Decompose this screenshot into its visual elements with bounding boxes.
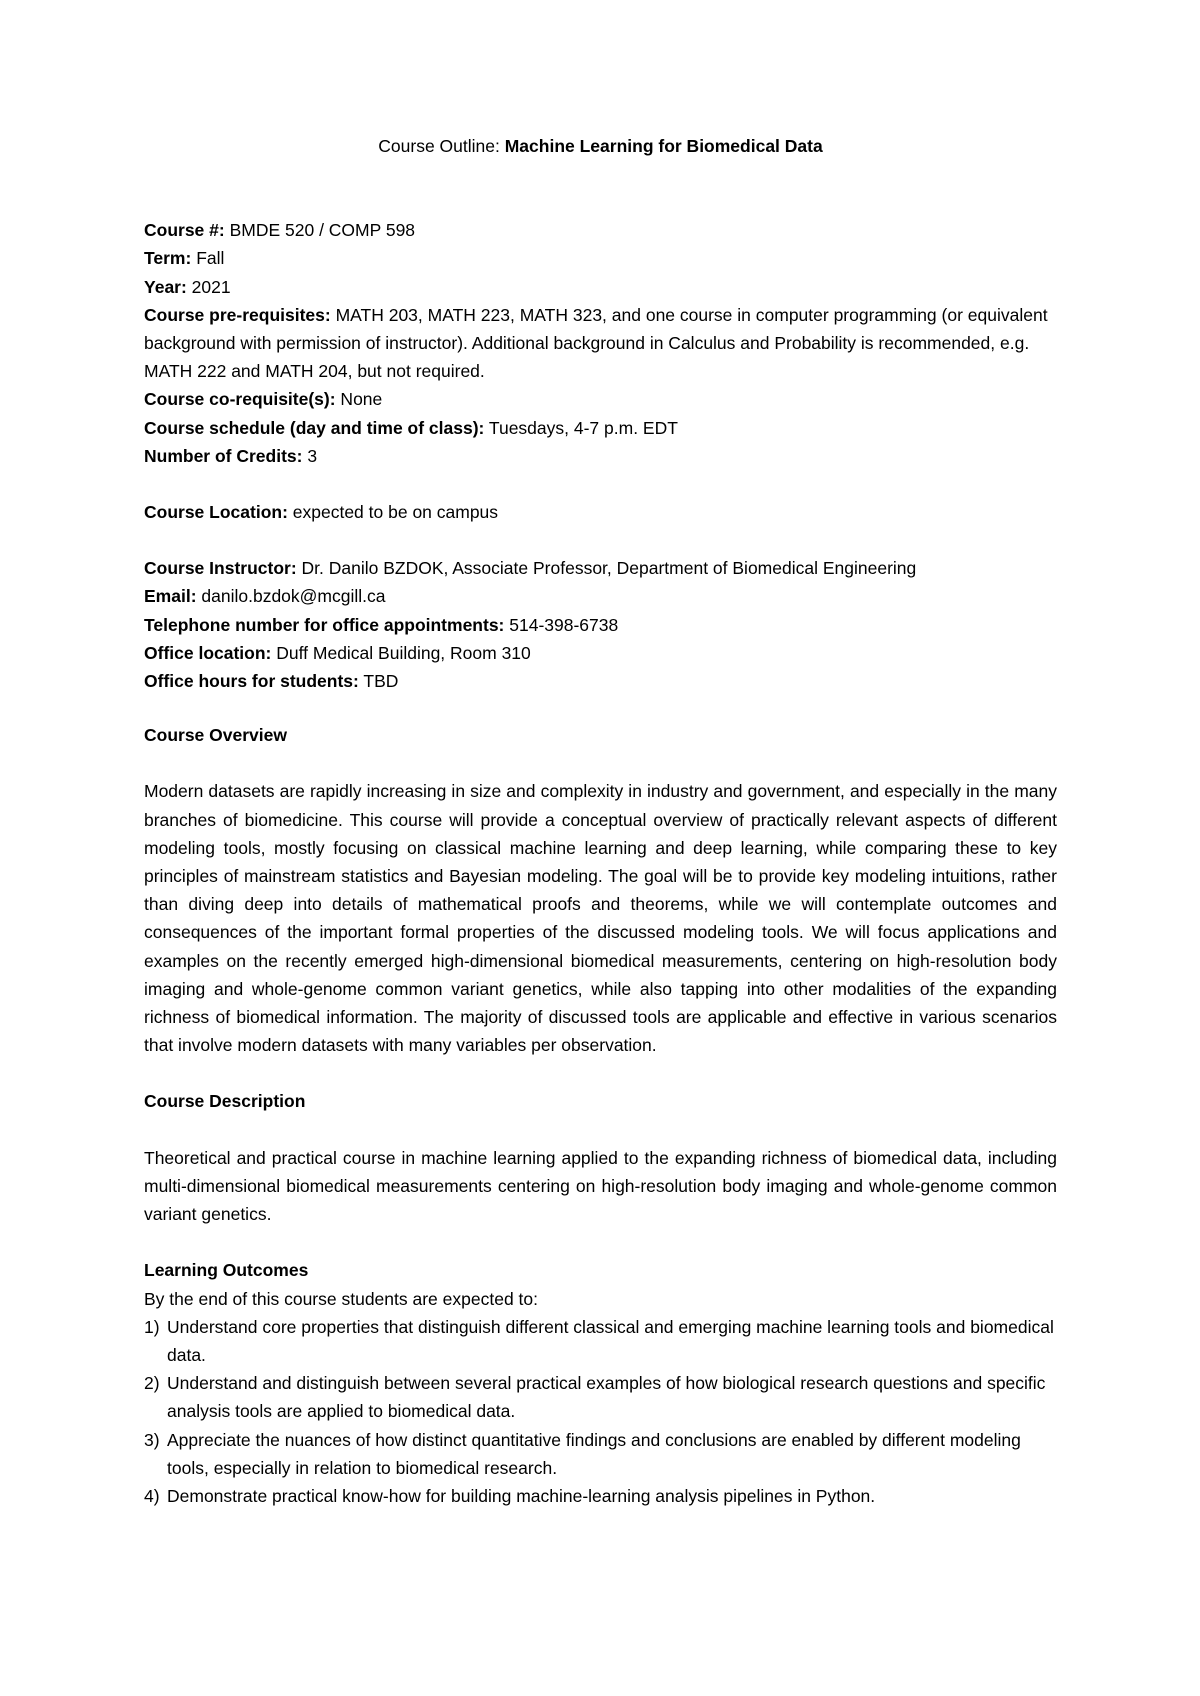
- field-label: Number of Credits:: [144, 445, 303, 466]
- list-item-number: 2): [144, 1373, 160, 1394]
- field-year: [144, 273, 1057, 301]
- title-course-name: Machine Learning for Biomedical Data: [504, 136, 823, 156]
- field-label: Term:: [144, 248, 192, 269]
- course-info-block: [144, 216, 1057, 470]
- field-label: Course #:: [144, 220, 225, 241]
- page-title: [144, 132, 1057, 160]
- field-term: [144, 244, 1057, 272]
- field-corequisites: [144, 385, 1057, 413]
- email-value: danilo.bzdok@mcgill.ca: [196, 586, 386, 607]
- field-telephone: [144, 611, 1057, 639]
- document-content: [144, 132, 1057, 1510]
- field-value: 2021: [186, 276, 231, 297]
- list-item: [144, 1369, 1057, 1425]
- outcomes-list: [144, 1313, 1057, 1510]
- field-schedule: [144, 414, 1057, 442]
- field-instructor: [144, 554, 1057, 582]
- description-paragraph: Theoretical and practical course in machine learning applied to the expanding richness of biomedical data, including multi-dimensional biomedical measurements centering on high-resolution body imaging and whole-genome common variant genetics.: [144, 1147, 1057, 1225]
- field-label: Office location:: [144, 642, 272, 663]
- field-label: Course schedule (day and time of class):: [144, 417, 485, 438]
- list-item-text: Understand core properties that distinguish different classical and emerging machine learning tools and biomedical data.: [167, 1316, 1054, 1365]
- field-value: Duff Medical Building, Room 310: [271, 642, 531, 663]
- field-label: Course Location:: [144, 502, 288, 523]
- field-value: None: [335, 389, 383, 410]
- list-item-text: Understand and distinguish between several practical examples of how biological research questions and specific analysis tools are applied to biomedical data.: [167, 1373, 1046, 1422]
- list-item-number: 3): [144, 1429, 160, 1450]
- list-item: [144, 1313, 1057, 1369]
- list-item-number: 1): [144, 1316, 160, 1337]
- overview-paragraph: Modern datasets are rapidly increasing in size and complexity in industry and government, and especially in the many branches of biomedicine. This course will provide a conceptual overview of practically relevant aspects of different modeling tools, mostly focusing on classical machine learning and deep learning, while comparing these to key principles of mainstream statistics and Bayesian modeling. The goal will be to provide key modeling intuitions, rather than diving deep into details of mathematical proofs and theorems, while we will contemplate outcomes and consequences of the important formal properties of the discussed modeling tools. We will focus applications and examples on the recently emerged high-dimensional biomedical measurements, centering on high-resolution body imaging and whole-genome common variant genetics, while also tapping into other modalities of the expanding richness of biomedical information. The majority of discussed tools are applicable and effective in various scenarios that involve modern datasets with many variables per observation.: [144, 781, 1057, 1056]
- overview-heading: Course Overview: [144, 725, 287, 746]
- field-label: Course co-requisite(s):: [144, 389, 336, 410]
- list-item-number: 4): [144, 1485, 160, 1506]
- list-item-text: Appreciate the nuances of how distinct quantitative findings and conclusions are enabled by different modeling tools, especially in relation to biomedical research.: [167, 1429, 1021, 1478]
- field-value: TBD: [358, 671, 399, 692]
- description-heading: Course Description: [144, 1091, 306, 1112]
- field-label: Telephone number for office appointments:: [144, 614, 505, 635]
- field-label: Email:: [144, 586, 197, 607]
- field-value: expected to be on campus: [287, 502, 499, 523]
- field-course-number: [144, 216, 1057, 244]
- field-label: Course Instructor:: [144, 558, 297, 579]
- title-prefix: Course Outline:: [378, 136, 505, 156]
- outcomes-heading: Learning Outcomes: [144, 1260, 309, 1281]
- field-email: [144, 582, 1057, 610]
- field-prerequisites: [144, 301, 1057, 386]
- field-value: 514-398-6738: [504, 614, 619, 635]
- outcomes-intro: By the end of this course students are expected to:: [144, 1288, 538, 1309]
- field-value: MATH 203, MATH 223, MATH 323, and one course in computer programming (or equivalent background with permission of instructor). Additional background in Calculus and Probability is recommended, e.g. MATH 222 and MATH 204, but not required.: [144, 304, 1048, 382]
- list-item: [144, 1426, 1057, 1482]
- list-item: [144, 1482, 1057, 1510]
- list-item-text: Demonstrate practical know-how for building machine-learning analysis pipelines in Python.: [167, 1485, 876, 1506]
- field-value: Tuesdays, 4-7 p.m. EDT: [484, 417, 678, 438]
- instructor-block: [144, 554, 1057, 695]
- field-value: 3: [302, 445, 318, 466]
- field-value: BMDE 520 / COMP 598: [224, 220, 416, 241]
- field-label: Year:: [144, 276, 187, 297]
- field-value: Dr. Danilo BZDOK, Associate Professor, Department of Biomedical Engineering: [296, 558, 917, 579]
- field-office-location: [144, 639, 1057, 667]
- field-value: Fall: [191, 248, 225, 269]
- field-credits: [144, 442, 1057, 470]
- field-office-hours: [144, 667, 1057, 695]
- field-label: Course pre-requisites:: [144, 304, 331, 325]
- field-location: [144, 498, 1057, 526]
- field-label: Office hours for students:: [144, 671, 359, 692]
